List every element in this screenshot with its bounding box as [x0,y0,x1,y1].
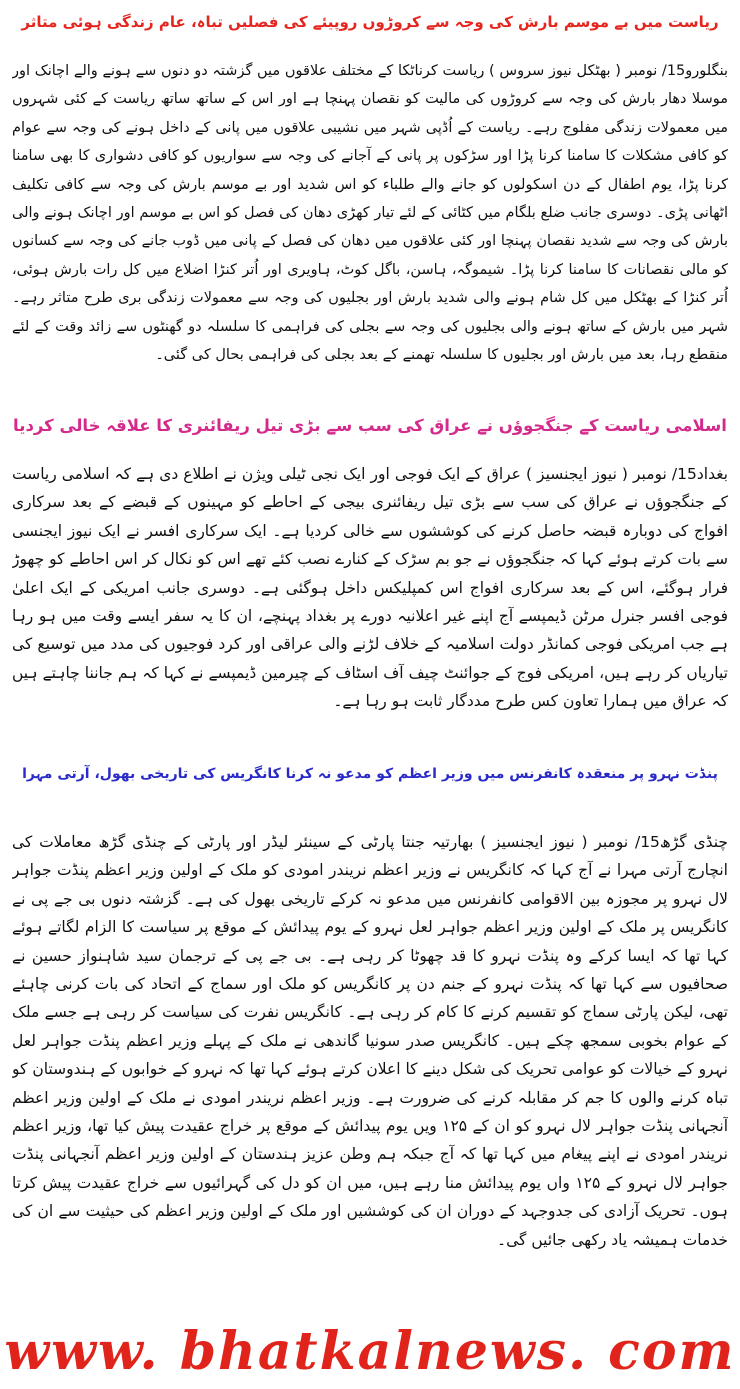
headline-nehru-conference: پنڈت نہرو پر منعقدہ کانفرنس میں وزیر اعظم کو مدعو نہ کرنا کانگریس کی تاریخی بھول، آرتی مہرا [22,766,718,782]
article-rain-crops-body: بنگلورو15/ نومبر ( بھٹکل نیوز سروس ) ریاست کرناٹکا کے مختلف علاقوں میں گزشتہ دو دنوں سے ہونے والے اچانک اور موسلا دھار بارش کی وجہ سے کروڑوں کی مالیت کو نقصان پہنچا ہے اور اس کے ساتھ ساتھ ریاست کے کئی شہروں میں معمولات زندگی مفلوج رہے۔ ریاست کے اُڈپی شہر میں نشیبی علاقوں میں پانی کے داخل ہونے کی وجہ سے عوام کو کافی مشکلات کا سامنا کرنا پڑا اور سڑکوں پر پانی کے آجانے کی وجہ سے سواریوں کو کافی دشواری کا بھی سامنا کرنا پڑا، یوم اطفال کے دن اسکولوں کو جانے والے طلباء کو اس شدید اور بے موسم بارش کی وجہ سے کافی تکلیف اٹھانی پڑی۔ دوسری جانب ضلع بلگام میں کٹائی کے لئے تیار کھڑی دھان کی فصل کو اس بے موسم اور اچانک ہونے والی بارش کی وجہ سے شدید نقصان پہنچا اور کئی علاقوں میں دھان کی فصل کے پانی میں ڈوب جانے کی وجہ سے کسانوں کو مالی نقصانات کا سامنا کرنا پڑا۔ شیموگہ، ہاسن، باگل کوٹ، ہاویری اور اُتر کنڑا اضلاع میں کل رات بارش ہوئی، اُتر کنڑا کے بھٹکل میں کل شام ہونے والی شدید بارش اور بجلیوں کی وجہ سے معمولات زندگی بری طرح متاثر رہے۔ شہر میں بارش کے ساتھ ہونے والی بجلیوں کی وجہ سے بجلی کی فراہمی کا سلسلہ دو گھنٹوں سے زائد وقت کے لئے منقطع رہا، بعد میں بارش اور بجلیوں کا سلسلہ تھمنے کے بعد بجلی کی فراہمی بحال کی گئی۔ [12,63,728,364]
headline-iraq-refinery: اسلامی ریاست کے جنگجوؤں نے عراق کی سب سے بڑی تیل ریفائنری کا علاقہ خالی کردیا [13,416,727,435]
article-nehru-conference-body: چنڈی گڑھ15/ نومبر ( نیوز ایجنسیز ) بھارتیہ جنتا پارٹی کے سینئر لیڈر اور پارٹی کے چنڈی گڑھ معاملات کی انچارج آرتی مہرا نے آج کہا کہ کانگریس نے وزیر اعظم نریندر امودی کو ملک کے اولین وزیر اعظم پنڈت جواہر لال نہرو پر مجوزہ بین الاقوامی کانفرنس میں مدعو نہ کرکے تاریخی بھول کی ہے۔ گزشتہ دنوں بی جے پی نے کانگریس پر ملک کے اولین وزیر اعظم جواہر لعل نہرو کے یوم پیدائش کے موقع پر سیاست کا الزام لگاتے ہوئے کہا تھا کہ ایسا کرکے وہ پنڈت نہرو کا قد چھوٹا کر رہی ہے۔ بی جے پی کے ترجمان سید شاہنواز حسین نے صحافیوں سے کہا تھا کہ پنڈت نہرو کے جنم دن پر کانگریس کو ملک اور سماج کے اتحاد کی بات کرنی چاہئے تھی، لیکن پارٹی سماج کو تقسیم کرنے کا کام کر رہی ہے۔ کانگریس نفرت کی سیاست کر رہی ہے جسے ملک کے عوام بخوبی سمجھ چکے ہیں۔ کانگریس صدر سونیا گاندھی نے ملک کے پہلے وزیر اعظم پنڈت جواہر لعل نہرو کے خیالات کو عوامی تحریک کی شکل دینے کا اعلان کرتے ہوئے کہا تھا کہ نہرو کے خوابوں کے ہندوستان کو تباہ کرنے والوں کا جم کر مقابلہ کرنے کی ضرورت ہے۔ وزیر اعظم نریندر امودی نے ملک کے اولین وزیر اعظم آنجہانی پنڈت جواہر لال نہرو کو ان کے ۱۲۵ ویں یوم پیدائش کے موقع پر خراج عقیدت پیش کیا تھا، وزیر اعظم نریندر امودی نے اپنے پیغام میں کہا تھا کہ آج جبکہ ہم وطن عزیز ہندستان کے اولین وزیر اعظم آنجہانی پنڈت جواہر لال نہرو کے ۱۲۵ واں یوم پیدائش منا رہے ہیں، میں ان کو دل کی گہرائیوں سے خراج عقیدت پیش کرتا ہوں۔ تحریک آزادی کی جدوجہد کے دوران ان کی کوششیں اور ملک کے اولین وزیر اعظم کی حیثیت سے ان کی خدمات ہمیشہ یاد رکھی جائیں گی۔ [12,833,728,1249]
footer-website-url[interactable]: www. bhatkalnews. com [4,1321,736,1382]
article-iraq-refinery-body: بغداد15/ نومبر ( نیوز ایجنسیز ) عراق کے ایک فوجی اور ایک نجی ٹیلی ویژن نے اطلاع دی ہے کہ اسلامی ریاست کے جنگجوؤں نے عراق کی سب سے بڑی تیل ریفائنری بیجی کے احاطے کو مہینوں کے قبضے کے بعد سرکاری افواج کی دوبارہ قبضہ حاصل کرنے کی کوششوں سے خالی کردیا ہے۔ ایک سرکاری افسر نے ایک نیوز ایجنسی سے بات کرتے ہوئے کہا کہ جنگجوؤں نے جو بم سڑک کے کنارے نصب کئے تھے اس کو نکال کر اس احاطے کو چھوڑ فرار ہوگئے، اس کے بعد سرکاری افواج اس کمپلیکس داخل ہوگئی ہے۔ دوسری جانب امریکی کے ایک اعلیٰ فوجی افسر جنرل مرٹن ڈیمپسے آج اپنے غیر اعلانیہ دورے پر بغداد پہنچے، ان کا یہ سفر ایسے وقت میں ہو رہا ہے جب امریکی فوجی کمانڈر دولت اسلامیہ کے خلاف لڑنے والی عراقی اور کرد فوجیوں کی مدد میں توسیع کی تیاریاں کر رہے ہیں، امریکی فوج کے جوائنٹ چیف آف اسٹاف کے چیرمین ڈیمپسے نے کہا کہ ہم جاننا چاہتے ہیں کہ عراق میں ہمارا تعاون کس طرح مددگار ثابت ہو رہا ہے۔ [12,465,728,711]
headline-rain-crops: ریاست میں بے موسم بارش کی وجہ سے کروڑوں روپیئے کی فصلیں تباہ، عام زندگی ہوئی متاثر [21,13,719,31]
